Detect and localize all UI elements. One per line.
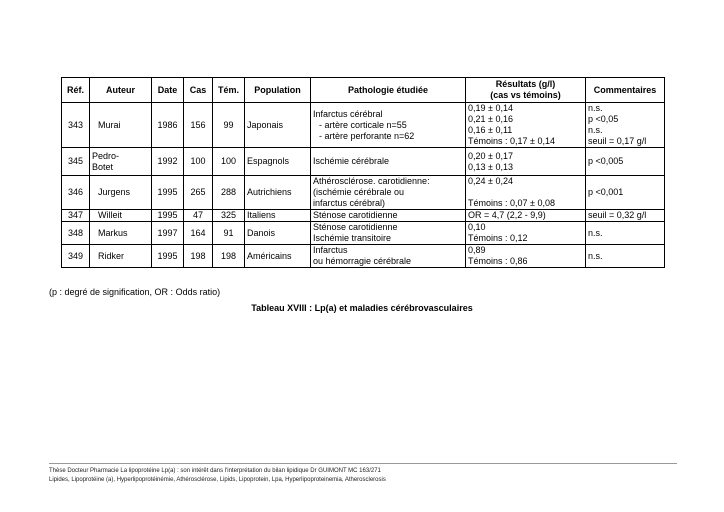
cell-pathologie-line: Infarctus xyxy=(313,245,348,255)
table-row xyxy=(62,245,665,268)
cell-resultats-line: Témoins : 0,86 xyxy=(468,256,528,266)
cell-population: Danois xyxy=(245,222,311,245)
header-cas: Cas xyxy=(184,78,213,103)
cell-auteur xyxy=(90,176,152,210)
table-row xyxy=(62,103,665,148)
header-tem: Tém. xyxy=(213,78,245,103)
cell-resultats xyxy=(466,245,586,268)
table-caption: Tableau XVIII : Lp(a) et maladies cérébrovasculaires xyxy=(251,303,473,313)
cell-auteur-line: Botet xyxy=(92,161,114,172)
cell-pathologie-line: ou hémorragie cérébrale xyxy=(313,256,412,266)
cell-tem: 288 xyxy=(213,176,245,210)
cell-commentaires-line: p <0,001 xyxy=(588,187,624,197)
cell-date: 1992 xyxy=(152,148,184,176)
cell-commentaires-line: n.s. xyxy=(588,103,603,113)
cell-commentaires-line: seuil = 0,32 g/l xyxy=(588,210,647,220)
cell-resultats xyxy=(466,222,586,245)
cell-pathologie xyxy=(311,210,466,222)
cell-resultats-line xyxy=(468,187,583,198)
cell-commentaires xyxy=(586,210,665,222)
cell-tem: 91 xyxy=(213,222,245,245)
cell-resultats xyxy=(466,210,586,222)
cell-auteur-line: Murai xyxy=(98,119,121,130)
cell-pathologie-line: - artère corticale n=55 xyxy=(319,119,407,130)
cell-ref: 345 xyxy=(62,148,90,176)
cell-tem: 99 xyxy=(213,103,245,148)
cell-population: Japonais xyxy=(245,103,311,148)
cell-commentaires-line: n.s. xyxy=(588,125,603,135)
cell-ref: 346 xyxy=(62,176,90,210)
cell-resultats-line: OR = 4,7 (2,2 - 9,9) xyxy=(468,210,546,220)
cell-date: 1986 xyxy=(152,103,184,148)
table-row xyxy=(62,176,665,210)
cell-pathologie-line: Ischémie cérébrale xyxy=(313,156,390,166)
cell-ref: 349 xyxy=(62,245,90,268)
header-resultats xyxy=(466,78,586,103)
cell-commentaires xyxy=(586,148,665,176)
footer-line-2: Lipides, Lipoprotéine (a), Hyperlipoprotéinémie, Athérosclérose, Lipids, Lipoprotein, Lpa, Hyperlipoproteinemia, Atherosclerosis xyxy=(49,477,386,483)
cell-resultats xyxy=(466,103,586,148)
cell-cas: 265 xyxy=(184,176,213,210)
cell-auteur xyxy=(90,103,152,148)
cell-resultats-line: 0,89 xyxy=(468,245,486,255)
cell-pathologie xyxy=(311,148,466,176)
cell-commentaires xyxy=(586,103,665,148)
cell-population: Autrichiens xyxy=(245,176,311,210)
cell-ref: 348 xyxy=(62,222,90,245)
page-footer xyxy=(49,467,386,485)
cell-commentaires xyxy=(586,176,665,210)
cell-resultats xyxy=(466,148,586,176)
cell-resultats-line: Témoins : 0,17 ± 0,14 xyxy=(468,136,555,146)
results-table-container xyxy=(61,77,664,268)
cell-commentaires-line: n.s. xyxy=(588,227,603,238)
table-body xyxy=(62,103,665,268)
results-table xyxy=(61,77,665,268)
cell-date: 1997 xyxy=(152,222,184,245)
table-row xyxy=(62,148,665,176)
cell-auteur-line: Pedro- xyxy=(92,150,120,161)
cell-population: Espagnols xyxy=(245,148,311,176)
footer-line-1: Thèse Docteur Pharmacie La lipoprotéine Lp(a) : son intérêt dans l'interprétation du bilan lipidique Dr GUIMONT MC 163/271 xyxy=(49,468,381,474)
cell-resultats-line: 0,24 ± 0,24 xyxy=(468,176,513,186)
header-auteur: Auteur xyxy=(90,78,152,103)
cell-ref: 343 xyxy=(62,103,90,148)
cell-commentaires-line: n.s. xyxy=(588,250,603,261)
cell-resultats-line: Témoins : 0,12 xyxy=(468,233,528,243)
cell-auteur-line: Willeit xyxy=(98,210,122,220)
cell-pathologie xyxy=(311,222,466,245)
cell-pathologie-line: Athérosclérose. carotidienne: xyxy=(313,176,430,186)
cell-date: 1995 xyxy=(152,210,184,222)
cell-auteur-line: Jurgens xyxy=(98,187,131,197)
table-row xyxy=(62,210,665,222)
cell-tem: 100 xyxy=(213,148,245,176)
cell-pathologie xyxy=(311,103,466,148)
cell-resultats-line: 0,13 ± 0,13 xyxy=(468,161,513,172)
cell-commentaires-line: p <0,005 xyxy=(588,156,624,166)
cell-population: Américains xyxy=(245,245,311,268)
cell-pathologie-line: - artère perforante n=62 xyxy=(319,130,415,141)
header-pathologie: Pathologie étudiée xyxy=(311,78,466,103)
cell-auteur xyxy=(90,222,152,245)
footer-divider xyxy=(49,463,677,464)
header-commentaires: Commentaires xyxy=(586,78,665,103)
cell-pathologie-line: (ischémie cérébrale ou xyxy=(313,187,405,197)
cell-cas: 100 xyxy=(184,148,213,176)
cell-pathologie-line: infarctus cérébral) xyxy=(313,198,386,208)
cell-pathologie-line: Infarctus cérébral xyxy=(313,108,383,119)
cell-commentaires-line: seuil = 0,17 g/l xyxy=(588,136,647,146)
cell-cas: 47 xyxy=(184,210,213,222)
cell-tem: 325 xyxy=(213,210,245,222)
table-footnote: (p : degré de signification, OR : Odds ratio) xyxy=(49,287,221,297)
cell-resultats xyxy=(466,176,586,210)
cell-pathologie xyxy=(311,245,466,268)
cell-date: 1995 xyxy=(152,176,184,210)
table-header-row xyxy=(62,78,665,103)
cell-resultats-line: 0,19 ± 0,14 xyxy=(468,103,513,113)
cell-pathologie-line: Sténose carotidienne xyxy=(313,210,398,220)
cell-pathologie-line: Ischémie transitoire xyxy=(313,233,392,243)
cell-cas: 156 xyxy=(184,103,213,148)
cell-cas: 164 xyxy=(184,222,213,245)
cell-resultats-line: Témoins : 0,07 ± 0,08 xyxy=(468,198,555,208)
cell-pathologie-line: Sténose carotidienne xyxy=(313,222,398,232)
cell-commentaires xyxy=(586,245,665,268)
header-resultats-line1: Résultats (g/l) xyxy=(495,79,556,89)
cell-tem: 198 xyxy=(213,245,245,268)
header-ref: Réf. xyxy=(62,78,90,103)
cell-commentaires xyxy=(586,222,665,245)
cell-commentaires-line: p <0,05 xyxy=(588,114,619,124)
header-population: Population xyxy=(245,78,311,103)
cell-resultats-line: 0,20 ± 0,17 xyxy=(468,150,513,161)
cell-auteur xyxy=(90,210,152,222)
cell-date: 1995 xyxy=(152,245,184,268)
cell-resultats-line: 0,10 xyxy=(468,222,486,232)
cell-auteur xyxy=(90,245,152,268)
header-date: Date xyxy=(152,78,184,103)
cell-auteur-line: Ridker xyxy=(98,250,125,261)
cell-pathologie xyxy=(311,176,466,210)
header-resultats-line2: (cas vs témoins) xyxy=(490,90,561,100)
cell-auteur xyxy=(90,148,152,176)
cell-resultats-line: 0,16 ± 0,11 xyxy=(468,125,513,135)
cell-auteur-line: Markus xyxy=(98,227,128,238)
cell-ref: 347 xyxy=(62,210,90,222)
table-row xyxy=(62,222,665,245)
cell-resultats-line: 0,21 ± 0,16 xyxy=(468,114,513,124)
cell-cas: 198 xyxy=(184,245,213,268)
cell-population: Italiens xyxy=(245,210,311,222)
